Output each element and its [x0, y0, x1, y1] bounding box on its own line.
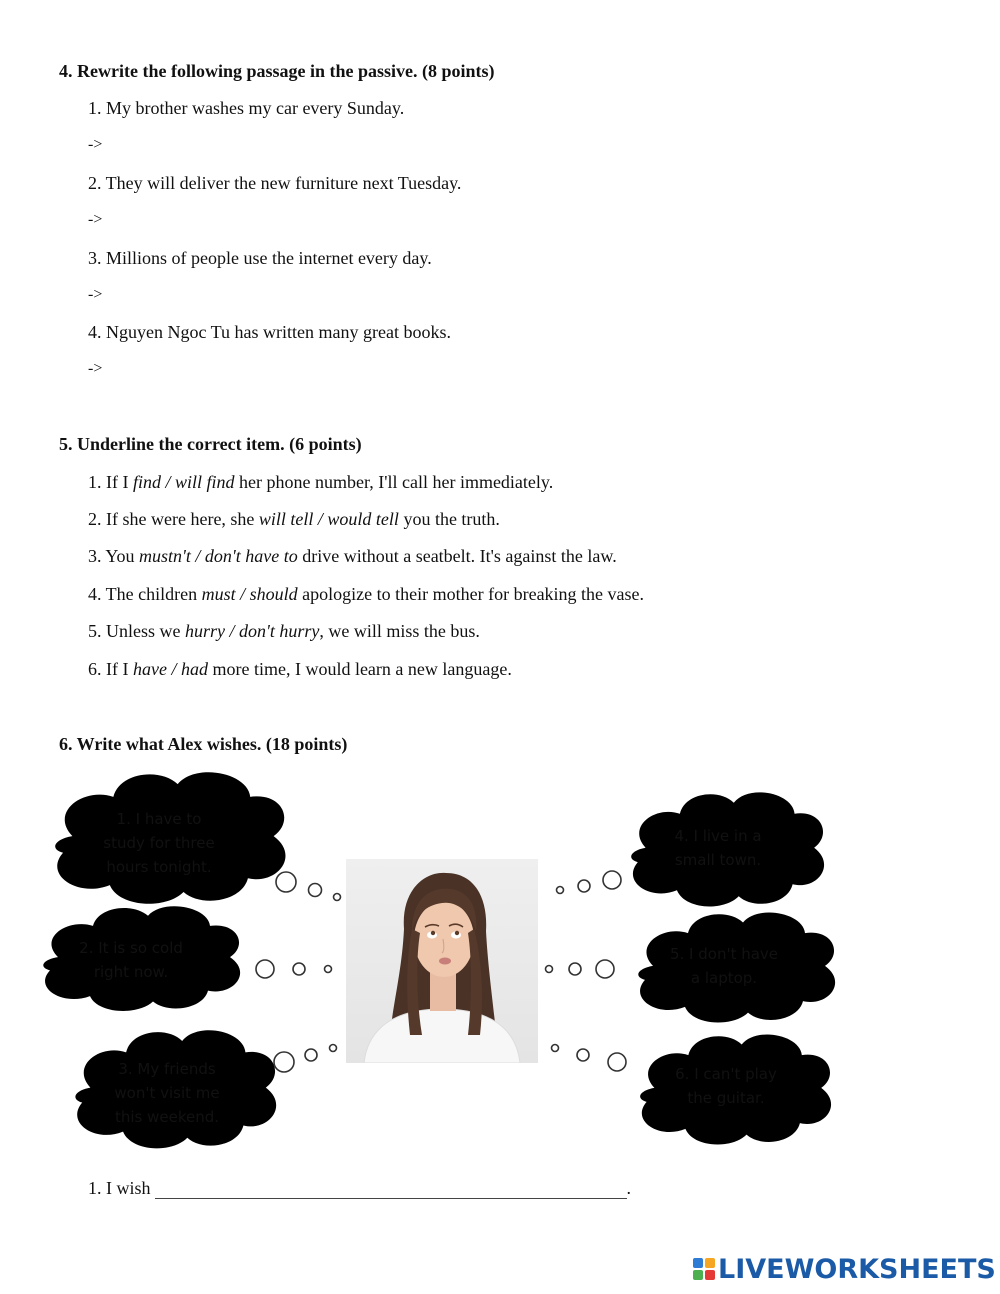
passive-item-1: 1. My brother washes my car every Sunday.	[88, 98, 405, 118]
bubble	[309, 884, 322, 897]
bubble	[276, 872, 296, 892]
cloud-3-text	[97, 1057, 237, 1129]
bubble	[274, 1052, 294, 1072]
bubble	[578, 880, 590, 892]
cloud-1-text	[89, 807, 229, 879]
choice-text-pre: 1. If I	[88, 472, 133, 492]
bubble	[603, 871, 621, 889]
wish-suffix: .	[626, 1178, 631, 1198]
alex-photo	[346, 859, 538, 1063]
choice-text-post: her phone number, I'll call her immediately.	[234, 472, 554, 492]
cloud-6-text	[661, 1062, 791, 1110]
choice-options[interactable]: must / should	[201, 584, 298, 604]
choice-text-post: you the truth.	[398, 509, 500, 529]
bubble	[334, 894, 341, 901]
choice-text-pre: 2. If she were here, she	[88, 509, 259, 529]
choice-options[interactable]: hurry / don't hurry	[185, 621, 320, 641]
liveworksheets-logo	[693, 1254, 996, 1285]
choice-text-pre: 5. Unless we	[88, 621, 185, 641]
cloud-line: right now.	[93, 963, 169, 981]
cloud-line: study for three	[103, 834, 215, 852]
cloud-line: 2. It is so cold	[79, 939, 183, 957]
bubble	[608, 1053, 626, 1071]
choice-text-pre: 6. If I	[88, 659, 133, 679]
bubble	[330, 1045, 337, 1052]
bubble	[569, 963, 581, 975]
passive-item-2: 2. They will deliver the new furniture next Tuesday.	[88, 173, 462, 193]
bubble	[577, 1049, 589, 1061]
section-4-heading: 4. Rewrite the following passage in the passive. (8 points)	[59, 61, 495, 81]
choice-text-pre: 4. The children	[88, 584, 202, 604]
choice-options[interactable]: will tell / would tell	[258, 509, 399, 529]
bubble	[293, 963, 305, 975]
answer-arrow-2: ->	[88, 211, 103, 228]
bubble	[546, 966, 553, 973]
choice-text-pre: 3. You	[88, 546, 140, 566]
cloud-line: 6. I can't play	[675, 1065, 777, 1083]
cloud-2-text	[66, 936, 196, 984]
cloud-line: hours tonight.	[106, 858, 212, 876]
bubble	[256, 960, 274, 978]
section-6-heading: 6. Write what Alex wishes. (18 points)	[59, 734, 348, 754]
cloud-line: 5. I don't have	[669, 945, 779, 963]
passive-item-4: 4. Nguyen Ngoc Tu has written many great books.	[88, 322, 451, 342]
bubble	[596, 960, 614, 978]
answer-arrow-4: ->	[88, 360, 103, 377]
cloud-line: 1. I have to	[116, 810, 202, 828]
wish-answer-1	[88, 1178, 631, 1199]
cloud-line: 3. My friends	[118, 1060, 216, 1078]
wish-answer-input[interactable]	[155, 1180, 627, 1199]
cloud-line: small town.	[674, 851, 762, 869]
logo-text: LIVEWORKSHEETS	[718, 1254, 996, 1285]
passive-item-3: 3. Millions of people use the internet every day.	[88, 248, 432, 268]
bubble	[557, 887, 564, 894]
logo-grid-icon	[693, 1258, 715, 1280]
cloud-line: won't visit me	[114, 1084, 220, 1102]
cloud-4-text	[653, 824, 783, 872]
cloud-line: a laptop.	[690, 969, 758, 987]
answer-arrow-3: ->	[88, 286, 103, 303]
cloud-5-text	[659, 942, 789, 990]
choice-text-post: apologize to their mother for breaking the vase.	[297, 584, 645, 604]
section-5-heading: 5. Underline the correct item. (6 points)	[59, 434, 362, 454]
choice-text-post: drive without a seatbelt. It's against the law.	[297, 546, 617, 566]
choice-text-post: , we will miss the bus.	[319, 621, 480, 641]
cloud-line: this weekend.	[114, 1108, 220, 1126]
cloud-line: the guitar.	[687, 1089, 765, 1107]
thinking-girl-image	[346, 859, 538, 1063]
bubble	[552, 1045, 559, 1052]
answer-arrow-1: ->	[88, 136, 103, 153]
choice-text-post: more time, I would learn a new language.	[207, 659, 512, 679]
bubble	[325, 966, 332, 973]
wish-prefix: 1. I wish	[88, 1178, 151, 1198]
bubble	[305, 1049, 317, 1061]
choice-options[interactable]: find / will find	[132, 472, 235, 492]
choice-options[interactable]: mustn't / don't have to	[139, 546, 298, 566]
choice-options[interactable]: have / had	[132, 659, 208, 679]
cloud-line: 4. I live in a	[674, 827, 762, 845]
